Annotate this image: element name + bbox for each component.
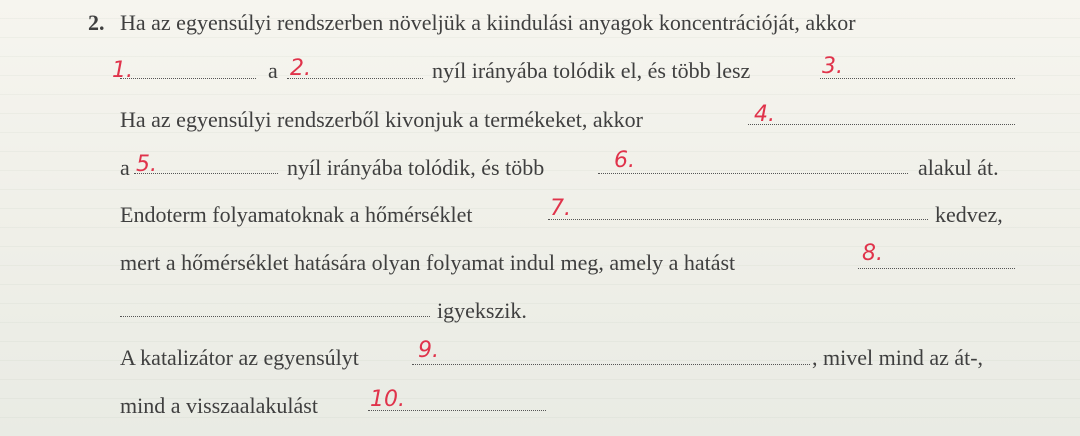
- line-7-text: igyekszik.: [437, 298, 527, 323]
- blank-4[interactable]: [748, 124, 1015, 125]
- answer-mark-6: 6.: [614, 148, 635, 173]
- answer-mark-1: 1.: [112, 58, 133, 83]
- answer-mark-8: 8.: [862, 241, 883, 266]
- blank-8-continued[interactable]: [120, 316, 430, 317]
- answer-mark-7: 7.: [550, 196, 571, 221]
- blank-6[interactable]: [598, 173, 908, 174]
- line-4-end: alakul át.: [918, 155, 999, 180]
- blank-3[interactable]: [820, 78, 1015, 79]
- line-8-end: , mivel mind az át-,: [812, 345, 984, 370]
- exercise-number: 2.: [88, 10, 105, 35]
- blank-8[interactable]: [858, 268, 1015, 269]
- line-2-a: a: [268, 58, 278, 83]
- blank-1[interactable]: [120, 78, 256, 79]
- blank-7[interactable]: [548, 219, 928, 220]
- line-9-text: mind a visszaalakulást: [120, 393, 318, 418]
- line-6-text: mert a hőmérséklet hatására olyan folyamat indul meg, amely a hatást: [120, 250, 736, 275]
- line-5-end: kedvez,: [935, 202, 1003, 227]
- answer-mark-5: 5.: [136, 152, 157, 177]
- answer-mark-3: 3.: [822, 54, 843, 79]
- answer-mark-2: 2.: [290, 56, 311, 81]
- answer-mark-10: 10.: [370, 387, 405, 412]
- line-4-a: a: [120, 155, 130, 180]
- blank-9[interactable]: [412, 364, 810, 365]
- line-2-text: nyíl irányába tolódik el, és több lesz: [432, 58, 751, 83]
- answer-mark-4: 4.: [754, 102, 775, 127]
- line-4-text: nyíl irányába tolódik, és több: [287, 155, 545, 180]
- line-3-text: Ha az egyensúlyi rendszerből kivonjuk a termékeket, akkor: [120, 107, 643, 132]
- line-1-text: Ha az egyensúlyi rendszerben növeljük a kiindulási anyagok koncentrációját, akkor: [120, 10, 856, 35]
- line-5-text: Endoterm folyamatoknak a hőmérséklet: [120, 202, 473, 227]
- line-8-text: A katalizátor az egyensúlyt: [120, 345, 359, 370]
- answer-mark-9: 9.: [418, 338, 439, 363]
